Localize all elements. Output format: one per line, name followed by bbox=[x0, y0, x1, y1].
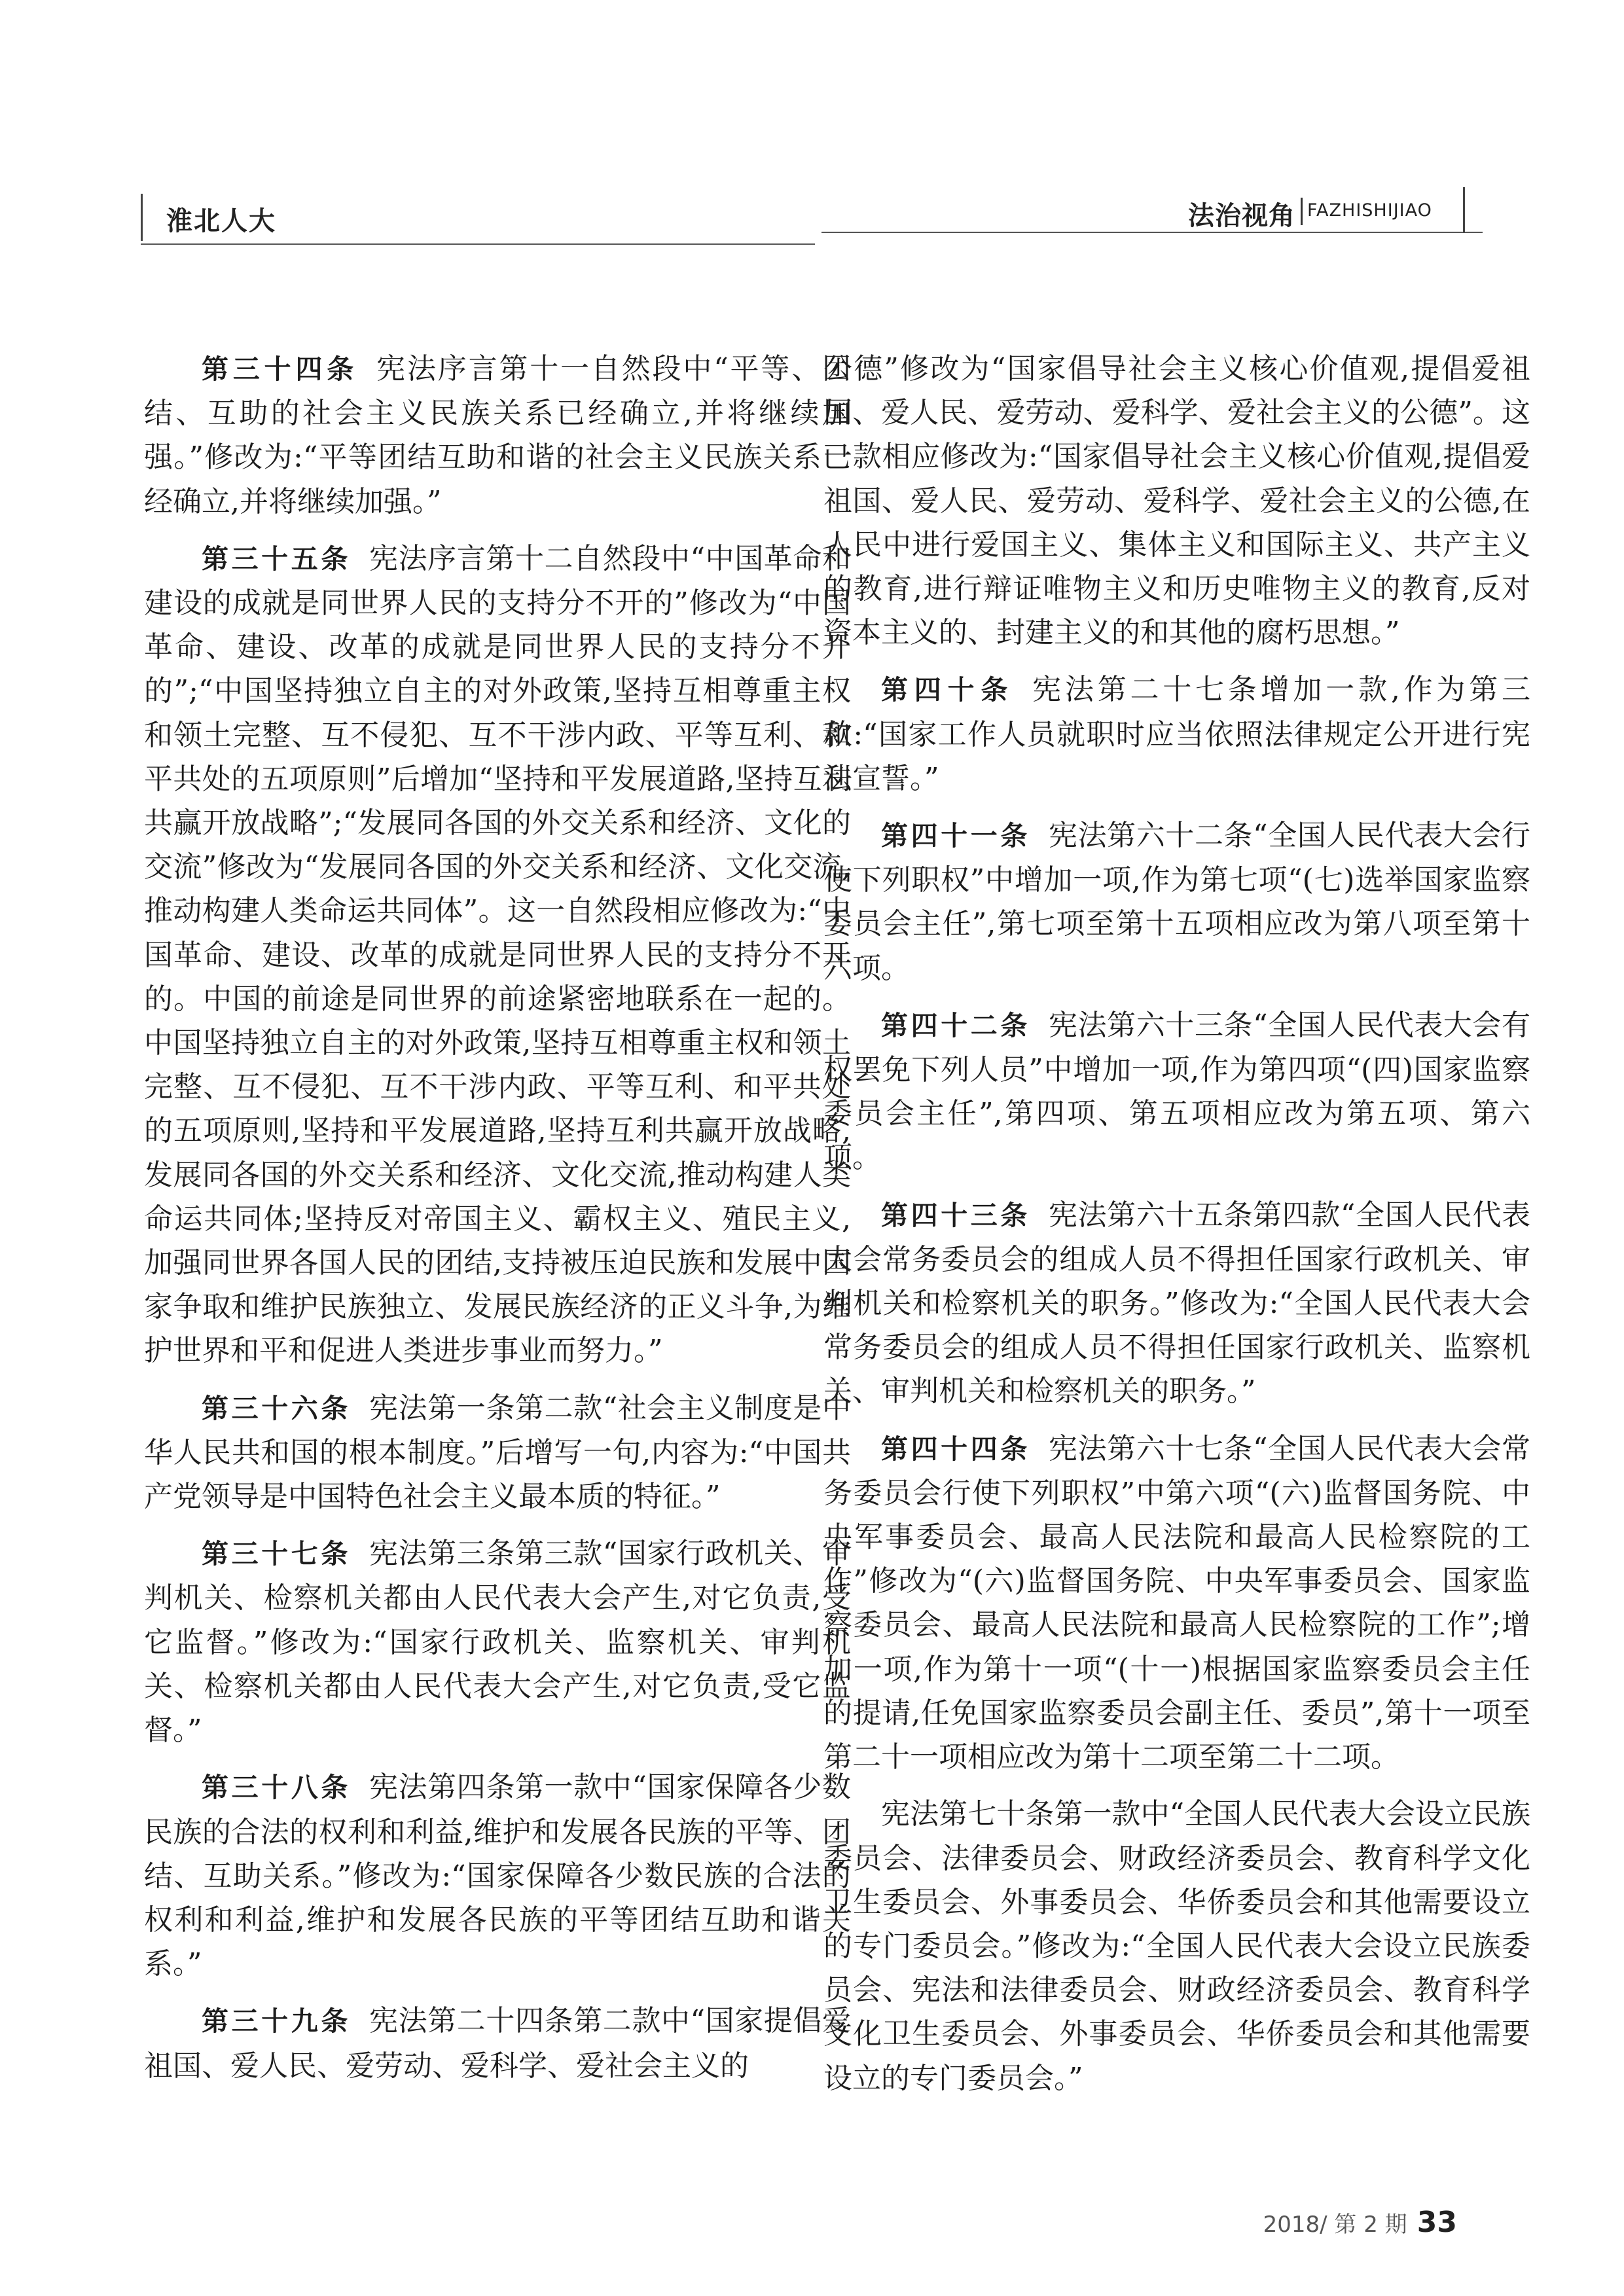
article-text: 宪法第六十二条“全国人民代表大会行使下列职权”中增加一项,作为第七项“(七)选举国家监察委员会主任”,第七项至第十五项相应改为第八项至第十六项。 bbox=[823, 819, 1531, 985]
article-paragraph bbox=[144, 347, 851, 524]
article-paragraph bbox=[823, 1792, 1530, 2100]
article-paragraph bbox=[823, 1193, 1530, 1414]
issue-label: 2018/ 第 2 期 bbox=[1263, 2212, 1407, 2238]
article-text: 宪法第七十条第一款中“全国人民代表大会设立民族委员会、法律委员会、财政经济委员会、教育科学文化卫生委员会、外事委员会、华侨委员会和其他需要设立的专门委员会。”修改为:“全国人民代表大会设立民族委员会、宪法和法律委员会、财政经济委员会、教育科学文化卫生委员会、外事委员会、华侨委员会和其他需要设立的专门委员会。” bbox=[823, 1797, 1530, 2095]
article-number: 第四十二条 bbox=[881, 1009, 1030, 1041]
article-number: 第三十五条 bbox=[202, 543, 351, 575]
article-number: 第三十四条 bbox=[202, 353, 359, 385]
article-paragraph bbox=[823, 1003, 1530, 1180]
article-text: 宪法序言第十一自然段中“平等、团结、互助的社会主义民族关系已经确立,并将继续加强。”修改为:“平等团结互助和谐的社会主义民族关系已经确立,并将继续加强。” bbox=[144, 352, 851, 518]
article-text: 宪法第四条第一款中“国家保障各少数民族的合法的权利和利益,维护和发展各民族的平等、团结、互助关系。”修改为:“国家保障各少数民族的合法的权利和利益,维护和发展各民族的平等团结互助和谐关系。” bbox=[144, 1770, 852, 1981]
article-text: 宪法第二十四条第二款中“国家提倡爱祖国、爱人民、爱劳动、爱科学、爱社会主义的 bbox=[144, 2004, 852, 2083]
article-text: 宪法第三条第三款“国家行政机关、审判机关、检察机关都由人民代表大会产生,对它负责,受它监督。”修改为:“国家行政机关、监察机关、审判机关、检察机关都由人民代表大会产生,对它负责,受它监督。” bbox=[144, 1537, 852, 1748]
article-text: 宪法序言第十二自然段中“中国革命和建设的成就是同世界人民的支持分不开的”修改为“中国革命、建设、改革的成就是同世界人民的支持分不开的”;“中国坚持独立自主的对外政策,坚持互相尊重主权和领土完整、互不侵犯、互不干涉内政、平等互利、和平共处的五项原则”后增加“坚持和平发展道路,坚持互利共赢开放战略”;“发展同各国的外交关系和经济、文化的交流”修改为“发展同各国的外交关系和经济、文化交流,推动构建人类命运共同体”。这一自然段相应修改为:“中国革命、建设、改革的成就是同世界人民的支持分不开的。中国的前途是同世界的前途紧密地联系在一起的。中国坚持独立自主的对外政策,坚持互相尊重主权和领土完整、互不侵犯、互不干涉内政、平等互利、和平共处的五项原则,坚持和平发展道路,坚持互利共赢开放战略,发展同各国的外交关系和经济、文化交流,推动构建人类命运共同体;坚持反对帝国主义、霸权主义、殖民主义,加强同世界各国人民的团结,支持被压迫民族和发展中国家争取和维护民族独立、发展民族经济的正义斗争,为维护世界和平和促进人类进步事业而努力。” bbox=[144, 541, 852, 1368]
article-text: 宪法第一条第二款“社会主义制度是中华人民共和国的根本制度。”后增写一句,内容为:“中国共产党领导是中国特色社会主义最本质的特征。” bbox=[144, 1391, 852, 1514]
article-number: 第四十一条 bbox=[881, 820, 1030, 852]
article-number: 第四十三条 bbox=[881, 1199, 1030, 1231]
article-paragraph bbox=[823, 814, 1530, 990]
left-column bbox=[144, 347, 851, 2101]
article-paragraph bbox=[144, 1999, 851, 2087]
section-title-right: 法治视角 bbox=[1188, 201, 1295, 231]
header-section-right bbox=[1188, 187, 1465, 233]
article-text: 宪法第二十七条增加一款,作为第三款:“国家工作人员就职时应当依照法律规定公开进行宪法宣誓。” bbox=[823, 673, 1530, 795]
article-number: 第三十八条 bbox=[202, 1772, 351, 1804]
header-separator bbox=[1301, 198, 1303, 225]
page-footer bbox=[1263, 2206, 1457, 2239]
section-subtitle-right: FAZHISHIJIAO bbox=[1307, 200, 1432, 221]
article-text: 宪法第六十三条“全国人民代表大会有权罢免下列人员”中增加一项,作为第四项“(四)国家监察委员会主任”,第四项、第五项相应改为第五项、第六项。 bbox=[823, 1008, 1531, 1175]
article-text: 宪法第六十七条“全国人民代表大会常务委员会行使下列职权”中第六项“(六)监督国务院、中央军事委员会、最高人民法院和最高人民检察院的工作”修改为“(六)监督国务院、中央军事委员会、国家监察委员会、最高人民法院和最高人民检察院的工作”;增加一项,作为第十一项“(十一)根据国家监察委员会主任的提请,任免国家监察委员会副主任、委员”,第十一项至第二十一项相应改为第十二项至第二十二项。 bbox=[823, 1431, 1531, 1774]
header-section-left bbox=[141, 194, 339, 241]
continuation-paragraph: 公德”修改为“国家倡导社会主义核心价值观,提倡爱祖国、爱人民、爱劳动、爱科学、爱社会主义的公德”。这一款相应修改为:“国家倡导社会主义核心价值观,提倡爱祖国、爱人民、爱劳动、爱科学、爱社会主义的公德,在人民中进行爱国主义、集体主义和国际主义、共产主义的教育,进行辩证唯物主义和历史唯物主义的教育,反对资本主义的、封建主义的和其他的腐朽思想。” bbox=[823, 352, 1530, 650]
article-paragraph bbox=[144, 537, 851, 1373]
right-column bbox=[823, 347, 1530, 2113]
article-number: 第四十四条 bbox=[881, 1433, 1030, 1465]
article-number: 第三十六条 bbox=[202, 1392, 351, 1424]
section-title-left: 淮北人大 bbox=[166, 206, 276, 236]
article-number: 第三十七条 bbox=[202, 1538, 351, 1570]
article-paragraph bbox=[823, 1427, 1530, 1780]
header-rule-left bbox=[141, 243, 815, 245]
article-number: 第三十九条 bbox=[202, 2005, 351, 2037]
article-paragraph bbox=[144, 1765, 851, 1986]
article-paragraph bbox=[144, 1532, 851, 1752]
article-paragraph bbox=[823, 668, 1530, 800]
article-number: 第四十条 bbox=[881, 674, 1015, 706]
article-paragraph bbox=[144, 1386, 851, 1519]
article-text: 宪法第六十五条第四款“全国人民代表大会常务委员会的组成人员不得担任国家行政机关、审判机关和检察机关的职务。”修改为:“全国人民代表大会常务委员会的组成人员不得担任国家行政机关、监察机关、审判机关和检察机关的职务。” bbox=[823, 1198, 1531, 1408]
page-number: 33 bbox=[1416, 2206, 1457, 2239]
